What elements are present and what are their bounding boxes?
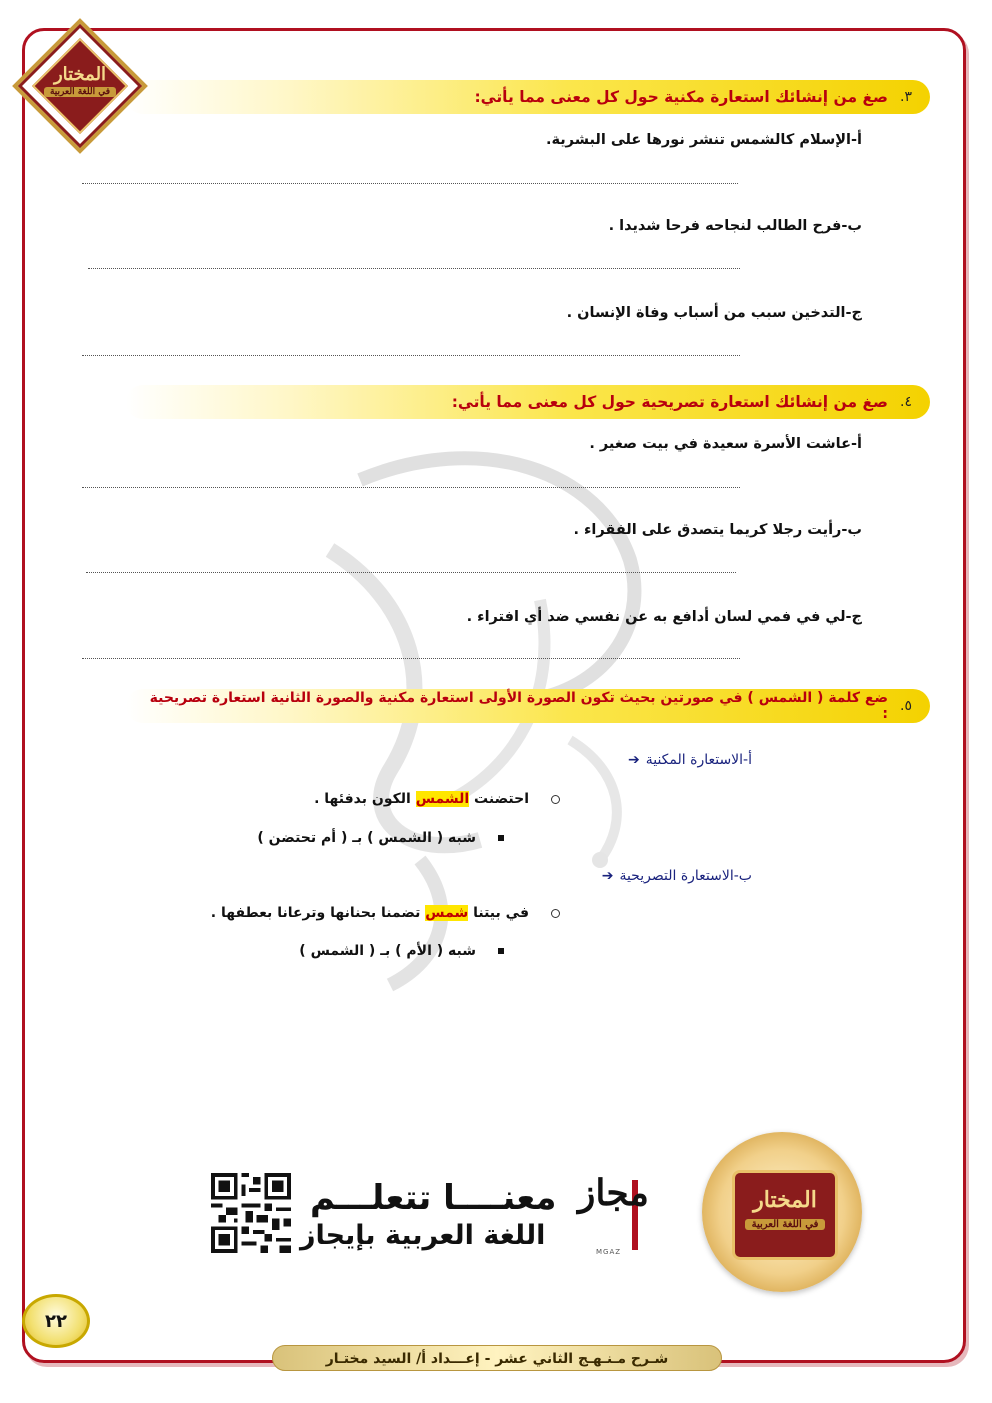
q5-part-b-example: [211, 905, 560, 921]
q5-part-b-note: [299, 943, 504, 959]
note-b-text: شبه ( الأم ) بـ ( الشمس ): [299, 943, 476, 959]
q5-part-b-label: [602, 868, 752, 884]
promo-line-2: اللغة العربية بإيجاز: [300, 1220, 546, 1251]
q5-part-a-example: [314, 791, 560, 807]
promo-line-1: معنــــا تتعلـــم: [310, 1178, 557, 1218]
question-5-heading: [126, 689, 930, 723]
part-b-label-text: ب-الاستعارة التصريحية: [619, 868, 752, 884]
square-bullet-icon: [498, 948, 504, 954]
example-b-post: تضمنا بحنانها وترعانا بعطفها .: [210, 905, 426, 921]
footer-banner: شـرح مـنـهـج الثاني عشر - إعـــداد أ/ السيد مختـار: [272, 1345, 722, 1371]
q5-part-a-label: [628, 752, 752, 768]
q4-item-a: أ-عاشت الأسرة سعيدة في بيت صغير .: [589, 436, 862, 452]
brand-logo-text: [32, 64, 128, 99]
example-a-pre: احتضنت: [469, 791, 529, 807]
example-b-highlight: شمس: [425, 905, 469, 921]
question-4-prompt: صغ من إنشائك استعارة تصريحية حول كل معنى مما يأتي:: [451, 393, 889, 411]
example-a-highlight: الشمس: [415, 791, 470, 807]
page-number-badge: ٢٢: [22, 1294, 90, 1348]
q4-item-c: ج-لي في فمي لسان أدافع به عن نفسي ضد أي افتراء .: [466, 609, 862, 625]
answer-line[interactable]: [86, 572, 736, 573]
qr-code-icon[interactable]: [211, 1173, 291, 1253]
majaz-logo: مجاز: [578, 1172, 649, 1214]
example-a-post: الكون بدفئها .: [314, 791, 416, 807]
seal-subtitle: في اللغة العربية: [745, 1219, 825, 1230]
logo-subtitle: في اللغة العربية: [44, 87, 116, 97]
seal-title: المختار: [753, 1187, 817, 1213]
question-3-heading: [126, 80, 930, 114]
circle-bullet-icon: [551, 909, 560, 918]
arrow-left-icon: ➔: [601, 868, 614, 884]
question-3-prompt: صغ من إنشائك استعارة مكنية حول كل معنى مما يأتي:: [474, 88, 889, 106]
question-4-number: ٤.: [900, 394, 912, 410]
q5-part-a-note: [257, 830, 504, 846]
q3-item-b: ب-فرح الطالب لنجاحه فرحا شديدا .: [608, 218, 862, 234]
question-4-heading: [126, 385, 930, 419]
part-a-label-text: أ-الاستعارة المكنية: [645, 752, 752, 768]
answer-line[interactable]: [82, 487, 740, 488]
q4-item-b: ب-رأيت رجلا كريما يتصدق على الفقراء .: [573, 522, 862, 538]
question-5-number: ٥.: [900, 698, 912, 714]
q3-item-c: ج-التدخين سبب من أسباب وفاة الإنسان .: [566, 305, 862, 321]
answer-line[interactable]: [88, 268, 740, 269]
answer-line[interactable]: [82, 355, 740, 356]
example-b-pre: في بيتنا: [468, 905, 529, 921]
arrow-left-icon: ➔: [627, 752, 640, 768]
majaz-logo-sub: MGAZ: [596, 1248, 622, 1256]
question-5-prompt: ضع كلمة ( الشمس ) في صورتين بحيث تكون الصورة الأولى استعارة مكنية والصورة الثانية استعارة تصريحية :: [149, 690, 889, 722]
q3-item-a: أ-الإسلام كالشمس تنشر نورها على البشرية.: [545, 132, 862, 148]
question-3-number: ٣.: [900, 89, 912, 105]
answer-line[interactable]: [82, 183, 738, 184]
note-a-text: شبه ( الشمس ) بـ ( أم تحتضن ): [257, 830, 476, 846]
answer-line[interactable]: [82, 658, 740, 659]
logo-title: المختار: [53, 64, 107, 85]
circle-bullet-icon: [551, 795, 560, 804]
brand-seal: [702, 1132, 862, 1292]
square-bullet-icon: [498, 835, 504, 841]
